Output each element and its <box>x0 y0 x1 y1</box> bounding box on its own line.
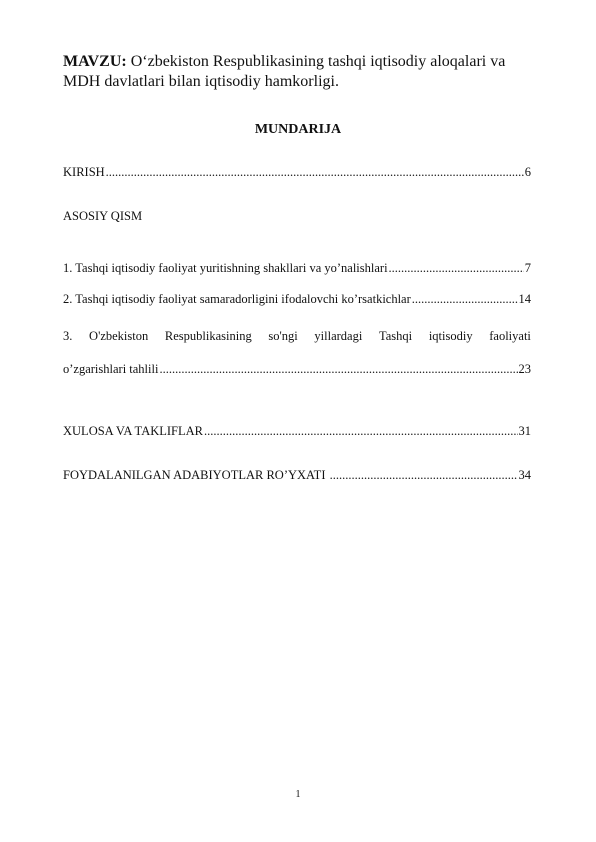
topic-label: MAVZU: <box>63 53 127 70</box>
toc-word: Respublikasining <box>164 329 252 343</box>
toc-entry-3-line2 <box>63 361 531 377</box>
page-number: 1 <box>295 789 301 800</box>
toc-entry-page: 31 <box>518 424 531 438</box>
toc-entry-3-line1 <box>63 328 531 344</box>
toc-section-asosiy-qism: ASOSIY QISM <box>63 209 143 223</box>
toc-entry-1 <box>63 260 531 276</box>
toc-word: iqtisodiy <box>428 329 473 343</box>
toc-word: Tashqi <box>378 329 413 343</box>
toc-entry-page: 6 <box>524 165 531 179</box>
toc-entry-text: FOYDALANILGAN ADABIYOTLAR RO’YXATI <box>63 468 329 482</box>
toc-entry-text: KIRISH <box>63 165 105 179</box>
toc-title: MUNDARIJA <box>254 122 342 137</box>
toc-entry-xulosa <box>63 423 531 439</box>
toc-entry-page: 34 <box>518 468 531 482</box>
toc-entry-text: XULOSA VA TAKLIFLAR <box>63 424 203 438</box>
toc-entry-text: 2. Tashqi iqtisodiy faoliyat samaradorligini ifodalovchi ko’rsatkichlar <box>63 292 411 306</box>
toc-dot-leader <box>412 291 518 307</box>
topic-title: O‘zbekiston Respublikasining tashqi iqtisodiy aloqalari va MDH davlatlari bilan iqtisodiy hamkorligi. <box>63 53 506 90</box>
toc-entry-2 <box>63 291 531 307</box>
toc-dot-leader <box>204 423 518 439</box>
toc-entry-page: 7 <box>524 261 531 275</box>
toc-word: yillardagi <box>314 329 363 343</box>
toc-word: O'zbekiston <box>89 329 149 343</box>
toc-entry-foydalanilgan <box>63 467 531 483</box>
toc-dot-leader <box>106 164 524 180</box>
toc-entry-kirish <box>63 164 531 180</box>
toc-entry-page: 23 <box>518 362 531 376</box>
toc-dot-leader <box>389 260 524 276</box>
toc-word: faoliyati <box>489 329 531 343</box>
toc-dot-leader <box>159 361 517 377</box>
toc-entry-page: 14 <box>518 292 531 306</box>
toc-word: 3. <box>63 329 73 343</box>
toc-word: so'ngi <box>268 329 298 343</box>
toc-entry-text: 1. Tashqi iqtisodiy faoliyat yuritishning shakllari va yo’nalishlari <box>63 261 388 275</box>
toc-entry-text: o’zgarishlari tahlili <box>63 362 159 376</box>
toc-dot-leader <box>330 467 518 483</box>
topic-heading <box>63 52 533 92</box>
